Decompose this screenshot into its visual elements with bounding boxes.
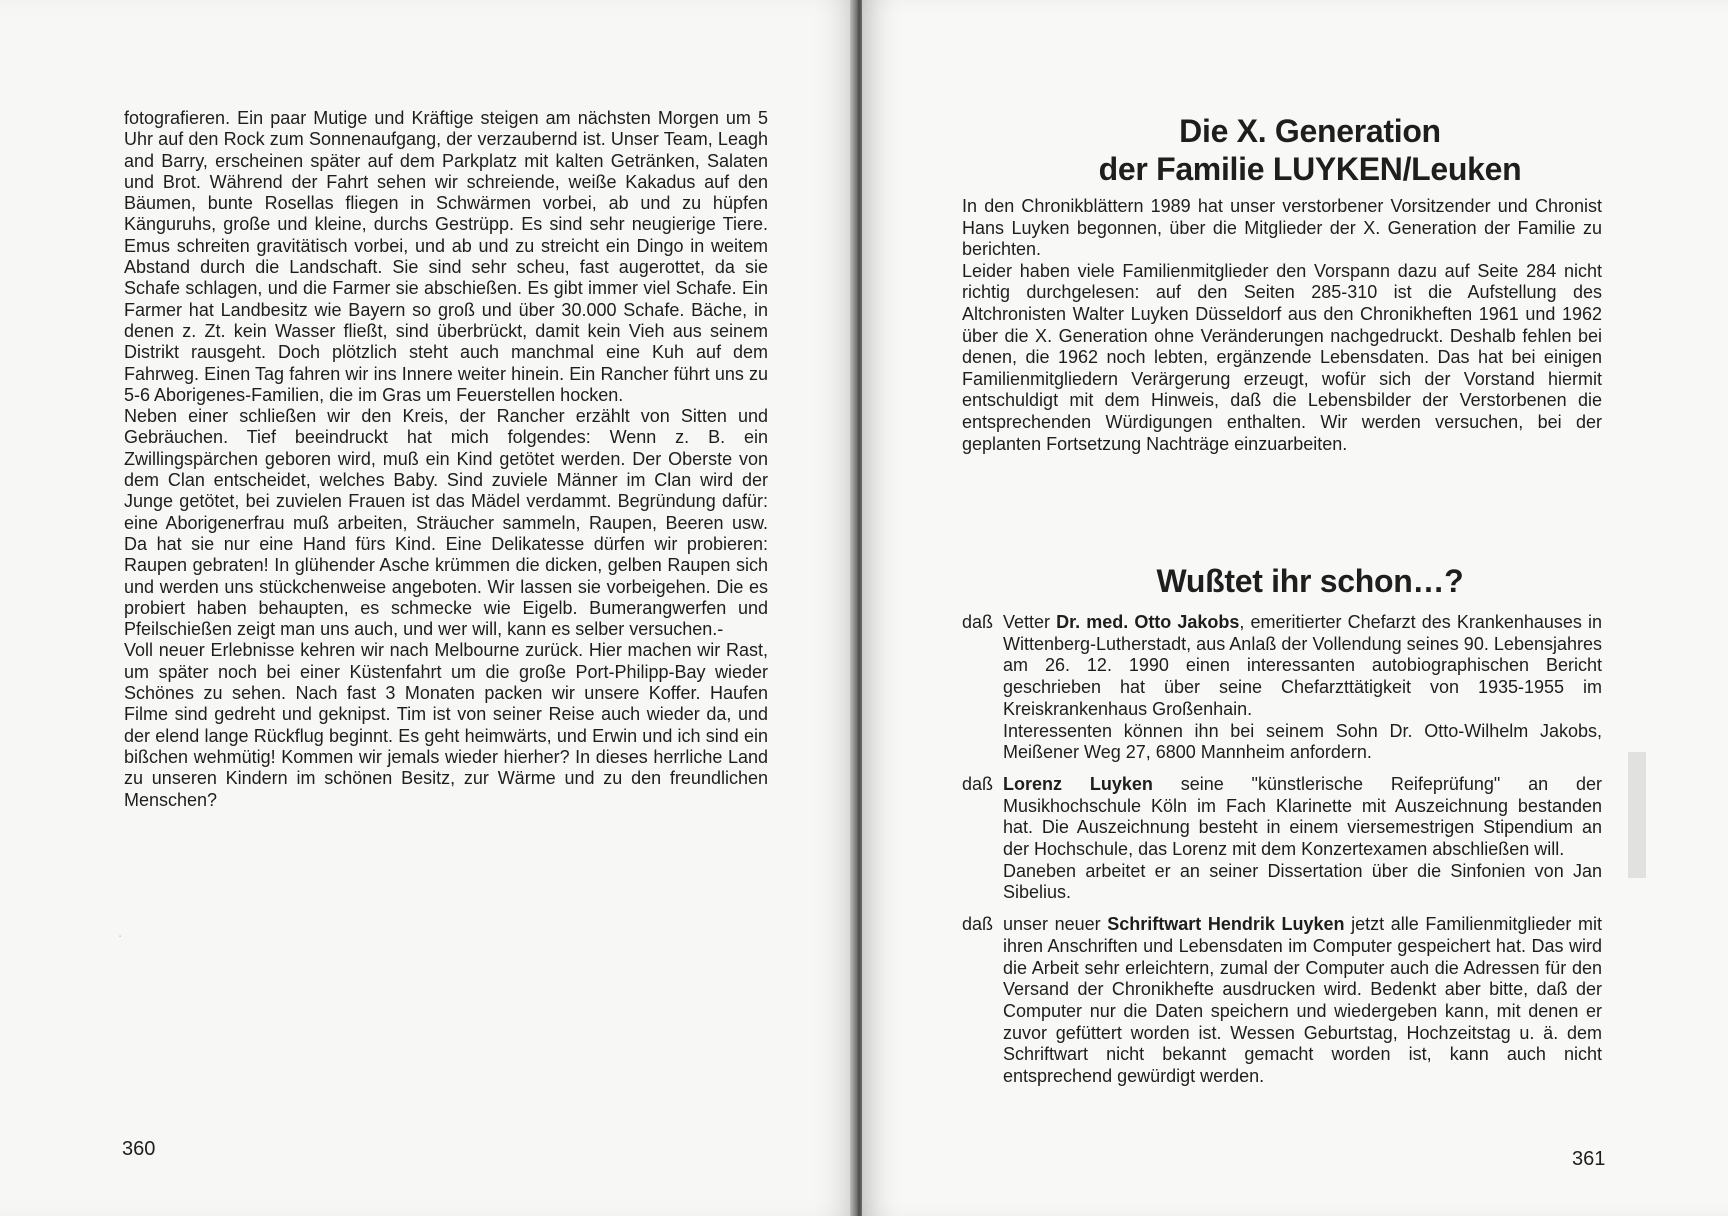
news-item bbox=[962, 612, 1602, 764]
bleed-through-tab bbox=[1628, 752, 1646, 878]
item-extra: Daneben arbeitet er an seiner Dissertation über die Sinfonien von Jan Sibelius. bbox=[1003, 860, 1602, 903]
item-post-text: jetzt alle Familienmitglieder mit ihren Anschriften und Lebensdaten im Computer gespeichert hat. Das wird die Arbeit sehr erleichtern, zumal der Computer auch die Adressen für den Versand der Chronikhefte ausdrucken wird. Bedenkt aber bitte, daß der Computer nur die Daten speichern und wiedergeben kann, mit denen er zuvor gefüttert worden ist. Wessen Geburtstag, Hochzeitstag u. ä. dem Schriftwart nicht bekannt gemacht worden ist, kann auch nicht entsprechend gewürdigt werden. bbox=[1003, 914, 1602, 1087]
left-paragraph: Neben einer schließen wir den Kreis, der Rancher erzählt von Sitten und Gebräuchen. Tief beeindruckt hat mich folgendes: Wenn z. B. ein Zwillingspärchen geboren wird, muß ein Kind getötet werden. Der Oberste von dem Clan entscheidet, welches Baby. Sind zuviele Männer im Clan wird der Junge getötet, bei zuvielen Frauen ist das Mädel verdammt. Begründung dafür: eine Aborigenerfrau muß arbeiten, Sträucher sammeln, Raupen, Beeren usw. Da hat sie nur eine Hand fürs Kind. Eine Delikatesse dürfen wir probieren: Raupen gebraten! In glühender Asche krümmen die dicken, gelben Raupen sich und werden uns stückchenweise angeboten. Wir lassen sie vorbeigehen. Die es probiert haben behaupten, es schmecke wie Eigelb. Bumerangwerfen und Pfeilschießen zeigt man uns auch, und wer will, kann es selber versuchen.- bbox=[124, 406, 768, 640]
left-page bbox=[0, 0, 858, 1216]
item-body bbox=[1003, 612, 1602, 764]
item-post-text: seine "künstlerische Reifeprüfung" an der Musikhochschule Köln im Fach Klarinette mit Auszeichnung bestanden hat. Die Auszeichnung besteht in einem viersemestrigen Stipendium an der Hochschule, das Lorenz mit dem Konzertexamen abschließen will. bbox=[1003, 773, 1602, 860]
item-bold-name: Schriftwart Hendrik Luyken bbox=[1107, 914, 1345, 935]
item-pre-text: Vetter bbox=[1003, 612, 1057, 632]
item-prefix: daß bbox=[962, 612, 994, 632]
page-number-left: 360 bbox=[122, 1138, 156, 1160]
left-paragraph: fotografieren. Ein paar Mutige und Kräftige steigen am nächsten Morgen um 5 Uhr auf den Rock zum Sonnenaufgang, der verzaubernd ist. Unser Team, Leagh and Barry, erscheinen später auf dem Parkplatz mit kalten Getränken, Salaten und Brot. Während der Fahrt sehen wir schreiende, weiße Kakadus auf den Bäumen, bunte Rosellas fliegen in Schwärmen vorbei, ab und zu hüpfen Känguruhs, große und kleine, durchs Gestrüpp. Es sind sehr neugierige Tiere. Emus schreiten gravitätisch vorbei, und ab und zu streicht ein Dingo in weitem Abstand durch die Landschaft. Sie sind sehr scheu, fast augerottet, da sie Schafe schlagen, und die Farmer sie abschießen. Es gibt immer viel Schafe. Ein Farmer hat Landbesitz wie Bayern so groß und über 30.000 Schafe. Bäche, in denen z. Zt. kein Wasser fließt, sind überbrückt, damit kein Vieh aus seinem Distrikt rausgeht. Doch plötzlich steht auch manchmal eine Kuh auf dem Fahrweg. Einen Tag fahren wir ins Innere weiter hinein. Ein Rancher führt uns zu 5-6 Aborigenes-Familien, die im Gras um Feuerstellen hocken. bbox=[124, 108, 768, 405]
item-pre-text: unser neuer bbox=[1003, 914, 1108, 935]
section-heading: Wußtet ihr schon…? bbox=[1156, 563, 1464, 599]
page-number-right: 361 bbox=[1572, 1148, 1606, 1170]
item-bold-name: Lorenz Luyken bbox=[1003, 773, 1153, 794]
article-intro bbox=[962, 196, 1602, 455]
item-extra: Interessenten können ihn bei seinem Sohn Dr. Otto-Wilhelm Jakobs, Meißener Weg 27, 6800 Mannheim anfordern. bbox=[1003, 720, 1602, 763]
item-prefix: daß bbox=[962, 914, 994, 935]
item-post-text: , emeritierter Chefarzt des Krankenhauses in Wittenberg-Lutherstadt, aus Anlaß der Vollendung seines 90. Lebensjahres am 26. 12. 1990 einen interessanten autobiographischen Bericht geschrieben hat über seine Chefarzttätigkeit von 1935-1955 im Kreiskrankenhaus Großenhain. bbox=[1003, 612, 1603, 719]
item-body bbox=[1003, 914, 1602, 1088]
intro-paragraph: Leider haben viele Familienmitglieder den Vorspann dazu auf Seite 284 nicht richtig durchgelesen: auf den Seiten 285-310 ist die Aufstellung des Altchronisten Walter Luyken Düsseldorf aus den Chronikheften 1961 und 1962 über die X. Generation ohne Veränderungen nachgedruckt. Deshalb fehlen bei denen, die 1962 noch lebten, ergänzende Lebensdaten. Das hat bei einigen Familienmitgliedern Verärgerung erzeugt, wofür sich der Vorstand hiermit entschuldigt mit dem Hinweis, daß die Lebensbilder der Verstorbenen die entsprechenden Würdigungen enthalten. Wir werden versuchen, bei der geplanten Fortsetzung Nachträge einzuarbeiten. bbox=[962, 260, 1602, 454]
article-heading bbox=[960, 112, 1660, 188]
news-list bbox=[962, 612, 1602, 1098]
item-prefix: daß bbox=[962, 773, 994, 794]
news-item bbox=[962, 774, 1602, 904]
article-heading-line1: Die X. Generation bbox=[1179, 113, 1441, 149]
left-paragraph: Voll neuer Erlebnisse kehren wir nach Melbourne zurück. Hier machen wir Rast, um später noch bei einer Küstenfahrt um die große Port-Philipp-Bay wieder Schönes zu sehen. Nach fast 3 Monaten packen wir unsere Koffer. Haufen Filme sind gedreht und geknipst. Tim ist von seiner Reise auch wieder da, und der elend lange Rückflug beginnt. Es geht heimwärts, und Erwin und ich sind ein bißchen wehmütig! Kommen wir jemals wieder hierher? In dieses herrliche Land zu unseren Kindern im schönen Besitz, zur Wärme und zu den freundlichen Menschen? bbox=[124, 640, 768, 810]
article-heading-line2: der Familie LUYKEN/Leuken bbox=[1098, 151, 1522, 187]
bleed-through-text: . bbox=[118, 924, 123, 941]
news-item bbox=[962, 914, 1602, 1088]
item-body bbox=[1003, 774, 1602, 904]
intro-paragraph: In den Chronikblättern 1989 hat unser verstorbener Vorsitzender und Chronist Hans Luyken begonnen, über die Mitglieder der X. Generation der Familie zu berichten. bbox=[962, 196, 1602, 260]
item-bold-name: Dr. med. Otto Jakobs bbox=[1056, 612, 1240, 632]
left-body-text bbox=[124, 108, 768, 811]
